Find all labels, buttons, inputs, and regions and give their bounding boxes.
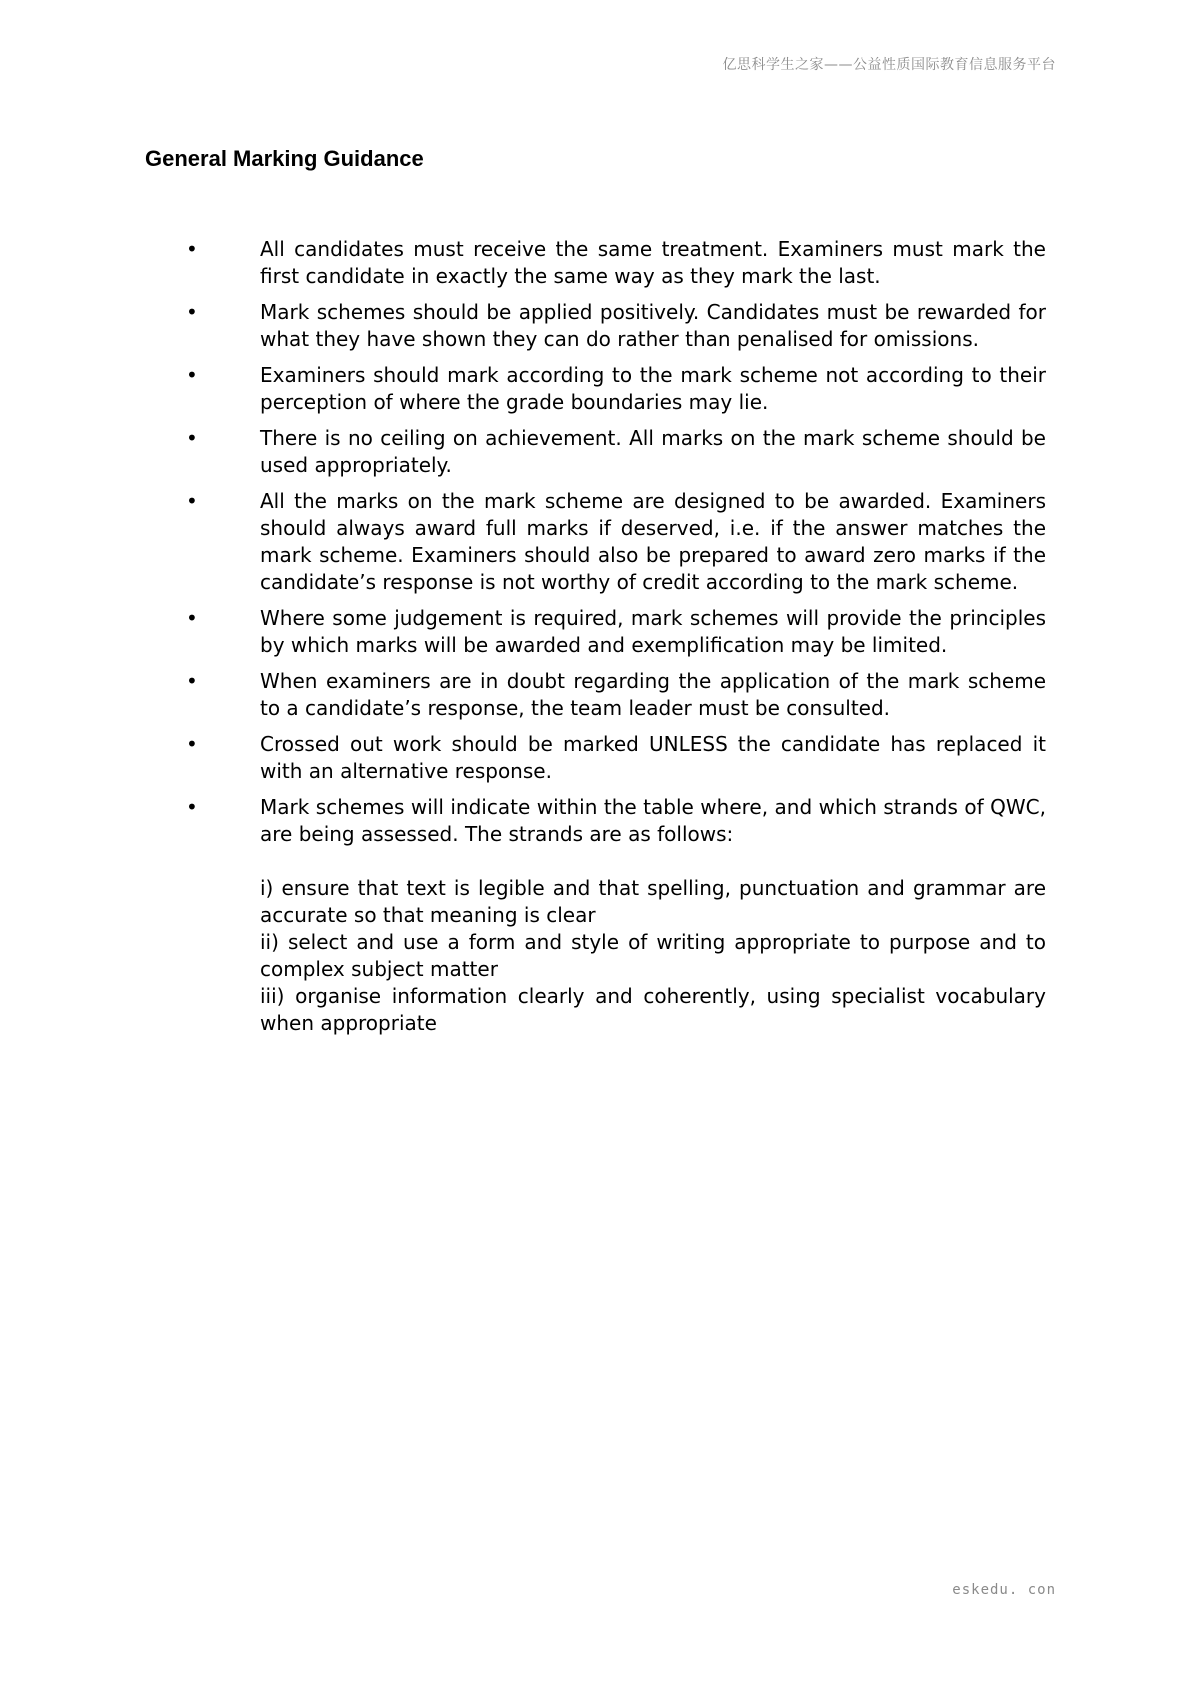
guidance-text: Where some judgement is required, mark schemes will provide the principles by which marks will be awarded and exemplification may be limited.	[260, 606, 1046, 657]
guidance-list	[186, 236, 1046, 1046]
footer-watermark: eskedu. con	[952, 1582, 1056, 1598]
guidance-text: Crossed out work should be marked UNLESS the candidate has replaced it with an alternative response.	[260, 732, 1046, 783]
page-title: General Marking Guidance	[145, 146, 424, 171]
guidance-item	[186, 731, 1046, 785]
guidance-item	[186, 362, 1046, 416]
guidance-item	[186, 488, 1046, 596]
bullet-icon: •	[186, 795, 198, 819]
guidance-item	[186, 299, 1046, 353]
guidance-text: Examiners should mark according to the mark scheme not according to their perception of where the grade boundaries may lie.	[260, 363, 1046, 414]
guidance-item	[186, 794, 1046, 1037]
bullet-icon: •	[186, 363, 198, 387]
bullet-icon: •	[186, 606, 198, 630]
qwc-strands	[260, 875, 1046, 1037]
guidance-text: Mark schemes should be applied positively. Candidates must be rewarded for what they have shown they can do rather than penalised for omissions.	[260, 300, 1046, 351]
guidance-text: When examiners are in doubt regarding the application of the mark scheme to a candidate’s response, the team leader must be consulted.	[260, 669, 1046, 720]
guidance-text: Mark schemes will indicate within the table where, and which strands of QWC, are being assessed. The strands are as follows:	[260, 795, 1046, 846]
header-watermark: 亿思科学生之家——公益性质国际教育信息服务平台	[722, 57, 1056, 73]
bullet-icon: •	[186, 669, 198, 693]
bullet-icon: •	[186, 732, 198, 756]
bullet-icon: •	[186, 300, 198, 324]
guidance-text: All the marks on the mark scheme are designed to be awarded. Examiners should always award full marks if deserved, i.e. if the answer matches the mark scheme. Examiners should also be prepared to award zero marks if the candidate’s response is not worthy of credit according to the mark scheme.	[260, 489, 1046, 594]
guidance-text: All candidates must receive the same treatment. Examiners must mark the first candidate in exactly the same way as they mark the last.	[260, 237, 1046, 288]
qwc-strand: i) ensure that text is legible and that spelling, punctuation and grammar are accurate so that meaning is clear	[260, 876, 1046, 927]
guidance-item	[186, 425, 1046, 479]
guidance-item	[186, 605, 1046, 659]
qwc-strand: iii) organise information clearly and coherently, using specialist vocabulary when appropriate	[260, 984, 1046, 1035]
bullet-icon: •	[186, 237, 198, 261]
guidance-item	[186, 668, 1046, 722]
bullet-icon: •	[186, 426, 198, 450]
bullet-icon: •	[186, 489, 198, 513]
guidance-text: There is no ceiling on achievement. All marks on the mark scheme should be used appropriately.	[260, 426, 1046, 477]
qwc-strand: ii) select and use a form and style of writing appropriate to purpose and to complex subject matter	[260, 930, 1046, 981]
guidance-item	[186, 236, 1046, 290]
